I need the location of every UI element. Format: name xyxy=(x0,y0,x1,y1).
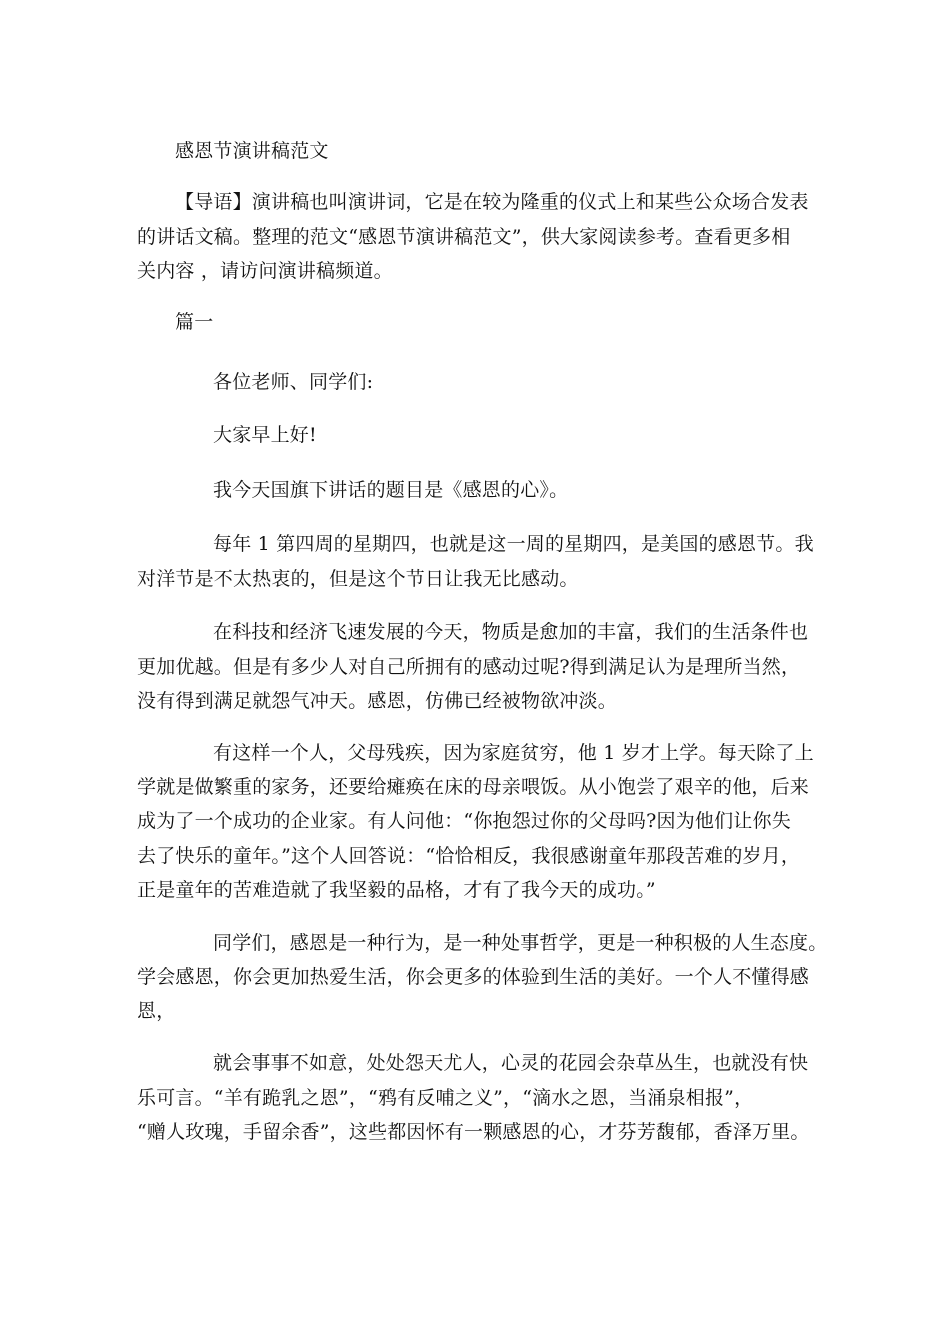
paragraph-line: 就会事事不如意，处处怨天尤人，心灵的花园会杂草丛生，也就没有快 xyxy=(213,1052,809,1074)
section-title: 篇一 xyxy=(175,311,214,333)
intro-line: 的讲话文稿。整理的范文“感恩节演讲稿范文”，供大家阅读参考。查看更多相 xyxy=(137,226,791,248)
paragraph-line: 各位老师、同学们: xyxy=(213,371,374,393)
paragraph-line: 大家早上好! xyxy=(213,424,317,446)
paragraph-line: “赠人玫瑰，手留余香”，这些都因怀有一颗感恩的心，才芬芳馥郁，香泽万里。 xyxy=(137,1121,810,1143)
paragraph-line: 每年 1 第四周的星期四，也就是这一周的星期四，是美国的感恩节。我 xyxy=(213,533,814,555)
intro-line: 【导语】演讲稿也叫演讲词，它是在较为隆重的仪式上和某些公众场合发表 xyxy=(175,191,809,213)
paragraph-line: 去了快乐的童年。”这个人回答说：“恰恰相反，我很感谢童年那段苦难的岁月， xyxy=(137,845,801,867)
paragraph-line: 更加优越。但是有多少人对自己所拥有的感动过呢?得到满足认为是理所当然， xyxy=(137,656,801,678)
paragraph-line: 对洋节是不太热衷的，但是这个节日让我无比感动。 xyxy=(137,568,579,590)
document-title: 感恩节演讲稿范文 xyxy=(175,140,329,162)
paragraph-line: 我今天国旗下讲话的题目是《感恩的心》。 xyxy=(213,479,569,501)
paragraph-line: 在科技和经济飞速发展的今天，物质是愈加的丰富，我们的生活条件也 xyxy=(213,621,809,643)
intro-line: 关内容 ，请访问演讲稿频道。 xyxy=(137,260,393,282)
paragraph-line: 有这样一个人，父母残疾，因为家庭贫穷，他 1 岁才上学。每天除了上 xyxy=(213,742,814,764)
paragraph-line: 学就是做繁重的家务，还要给瘫痪在床的母亲喂饭。从小饱尝了艰辛的他，后来 xyxy=(137,776,810,798)
paragraph-line: 乐可言。“羊有跪乳之恩”，“鸦有反哺之义”，“滴水之恩，当涌泉相报”， xyxy=(137,1087,754,1109)
paragraph-line: 同学们，感恩是一种行为，是一种处事哲学，更是一种积极的人生态度。 xyxy=(213,932,828,954)
paragraph-line: 没有得到满足就怨气冲天。感恩，仿佛已经被物欲冲淡。 xyxy=(137,690,618,712)
paragraph-line: 正是童年的苦难造就了我坚毅的品格，才有了我今天的成功。” xyxy=(137,879,656,901)
paragraph-line: 学会感恩，你会更加热爱生活，你会更多的体验到生活的美好。一个人不懂得感 xyxy=(137,966,810,988)
paragraph-line: 恩， xyxy=(137,1000,176,1022)
paragraph-line: 成为了一个成功的企业家。有人问他：“你抱怨过你的父母吗?因为他们让你失 xyxy=(137,810,791,832)
